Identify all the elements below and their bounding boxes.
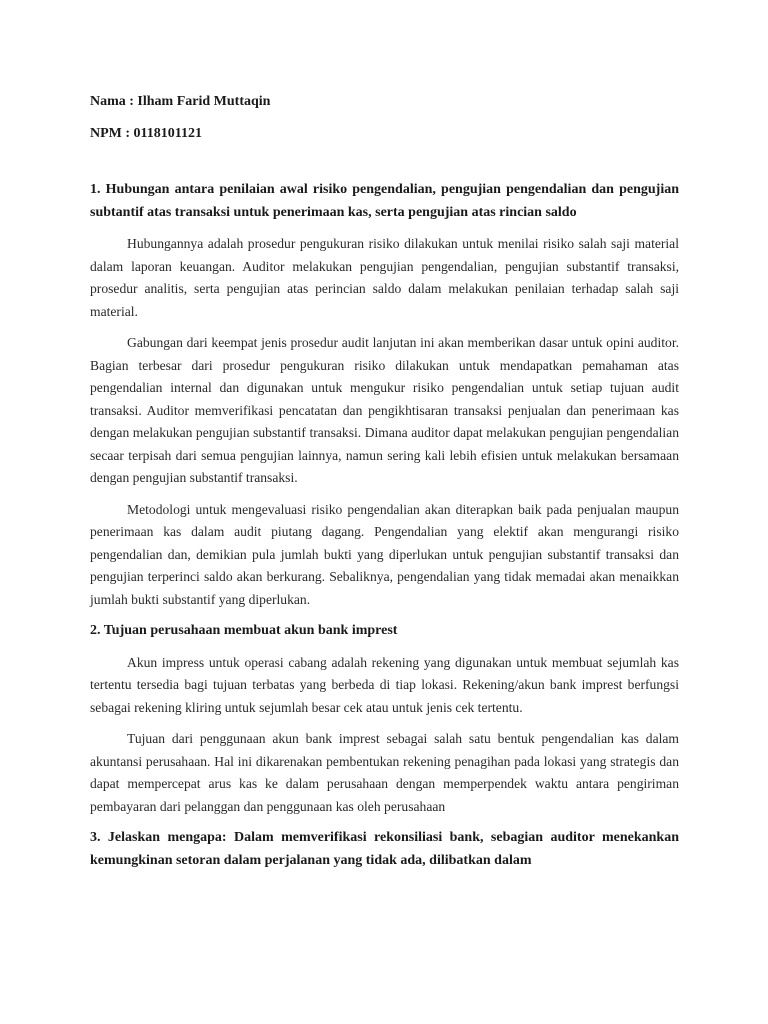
section-1-paragraph-2: Gabungan dari keempat jenis prosedur audit lanjutan ini akan memberikan dasar untuk opini auditor. Bagian terbesar dari prosedur pengukuran risiko dilakukan untuk mendapatkan pemahaman atas pengendalian internal dan digunakan untuk mengukur risiko pengendalian untuk setiap tujuan audit transaksi. Auditor memverifikasi pencatatan dan pengikhtisaran transaksi penjualan dan penerimaan kas dengan melakukan pengujian substantif transaksi. Dimana auditor dapat melakukan pengujian pengendalian secaar terpisah dari semua pengujian lainnya, namun sering kali lebih efisien untuk melakukan bersamaan dengan pengujian substantif transaksi. — [90, 335, 679, 485]
student-name: Nama : Ilham Farid Muttaqin — [90, 94, 271, 109]
section-1-heading: 1. Hubungan antara penilaian awal risiko pengendalian, pengujian pengendalian dan pengujian subtantif atas transaksi untuk penerimaan kas, serta pengujian atas rincian saldo — [90, 182, 679, 220]
section-1-paragraph-1: Hubungannya adalah prosedur pengukuran risiko dilakukan untuk menilai risiko salah saji material dalam laporan keuangan. Auditor melakukan pengujian pengendalian, pengujian substantif transaksi, prosedur analitis, serta pengujian atas perincian saldo dalam melakukan penilaian terhadap salah saji material. — [90, 236, 679, 319]
section-3-heading: 3. Jelaskan mengapa: Dalam memverifikasi rekonsiliasi bank, sebagian auditor menekankan kemungkinan setoran dalam perjalanan yang tidak ada, dilibatkan dalam — [90, 830, 679, 868]
section-2-heading: 2. Tujuan perusahaan membuat akun bank imprest — [90, 623, 398, 638]
document-page — [90, 92, 679, 881]
section-2-paragraph-1: Akun impress untuk operasi cabang adalah rekening yang digunakan untuk membuat sejumlah kas tertentu tersedia bagi tujuan terbatas yang berbeda di tiap lokasi. Rekening/akun bank imprest berfungsi sebagai rekening kliring untuk sejumlah besar cek atau untuk jenis cek tertentu. — [90, 654, 679, 715]
student-npm: NPM : 0118101121 — [90, 126, 202, 141]
section-1-paragraph-3: Metodologi untuk mengevaluasi risiko pengendalian akan diterapkan baik pada penjualan maupun penerimaan kas dalam audit piutang dagang. Pengendalian yang elektif akan mengurangi risiko pengendalian dan, demikian pula jumlah bukti yang diperlukan untuk pengujian substantif transaksi dan pengujian terperinci saldo akan berkurang. Sebaliknya, pengendalian yang tidak memadai akan menaikkan jumlah bukti substantif yang diperlukan. — [90, 501, 679, 607]
section-2-paragraph-2: Tujuan dari penggunaan akun bank imprest sebagai salah satu bentuk pengendalian kas dalam akuntansi perusahaan. Hal ini dikarenakan pembentukan rekening penagihan pada lokasi yang strategis dan dapat mempercepat arus kas ke dalam perusahaan dengan memperpendek waktu antara pengiriman pembayaran dari pelanggan dan penggunaan kas oleh perusahaan — [90, 731, 679, 814]
